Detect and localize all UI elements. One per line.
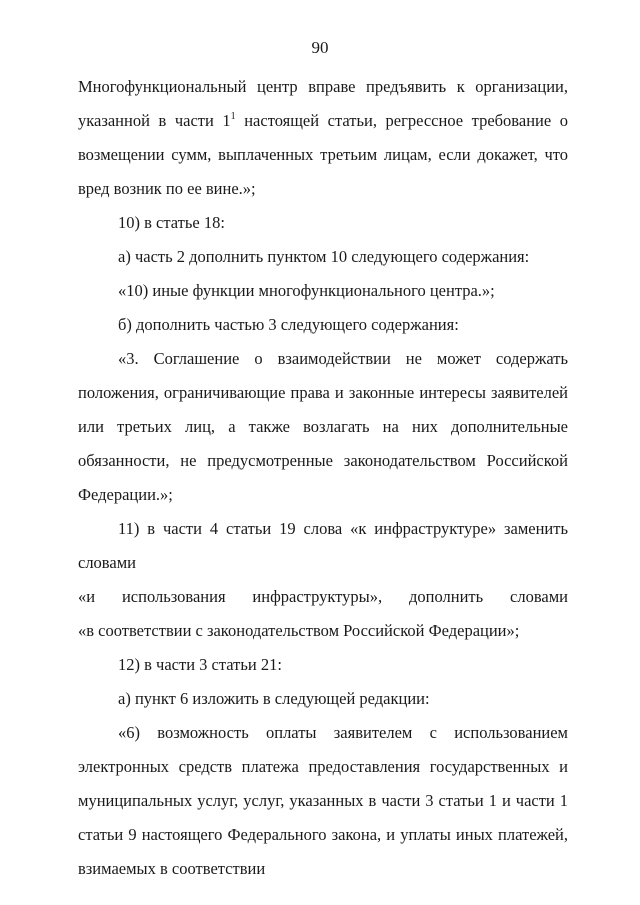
paragraph-8: 12) в части 3 статьи 21: [118, 655, 282, 674]
paragraph-6: «3. Соглашение о взаимодействии не может содержать положения, ограничивающие права и законные интересы заявителей или третьих лиц, а также возлагать на них дополнительные обязанности, не предусмотренные законодательством Российской Федерации.»; [78, 349, 568, 504]
paragraph-1-text-continued: настоящей статьи, регрессное требование о возмещении сумм, выплаченных третьим лицам, если докажет, что вред возник по ее вине.»; [78, 111, 569, 198]
superscript: 1 [230, 111, 236, 122]
paragraph-4: «10) иные функции многофункционального центра.»; [118, 281, 495, 300]
paragraph-7: 11) в части 4 статьи 19 слова «к инфраструктуре» заменить словами [78, 519, 568, 572]
paragraph-5: б) дополнить частью 3 следующего содержания: [118, 315, 459, 334]
paragraph-1-text: Многофункциональный центр вправе предъявить к организации, указанной в части 1 [78, 77, 568, 130]
paragraph-1 [78, 70, 568, 206]
paragraph-9: а) пункт 6 изложить в следующей редакции: [118, 689, 430, 708]
paragraph-3: а) часть 2 дополнить пунктом 10 следующего содержания: [118, 247, 530, 266]
paragraph-2: 10) в статье 18: [118, 213, 225, 232]
paragraph-7-line-2: «и использования инфраструктуры», дополнить словами [78, 587, 568, 606]
paragraph-10: «6) возможность оплаты заявителем с использованием электронных средств платежа предоставления государственных и муниципальных услуг, услуг, указанных в части 3 статьи 1 и части 1 статьи 9 настоящего Федерального закона, и уплаты иных платежей, взимаемых в соответствии [78, 723, 568, 878]
page-number: 90 [311, 38, 329, 57]
document-body [78, 70, 568, 886]
paragraph-7-line-3: «в соответствии с законодательством Российской Федерации»; [78, 621, 520, 640]
